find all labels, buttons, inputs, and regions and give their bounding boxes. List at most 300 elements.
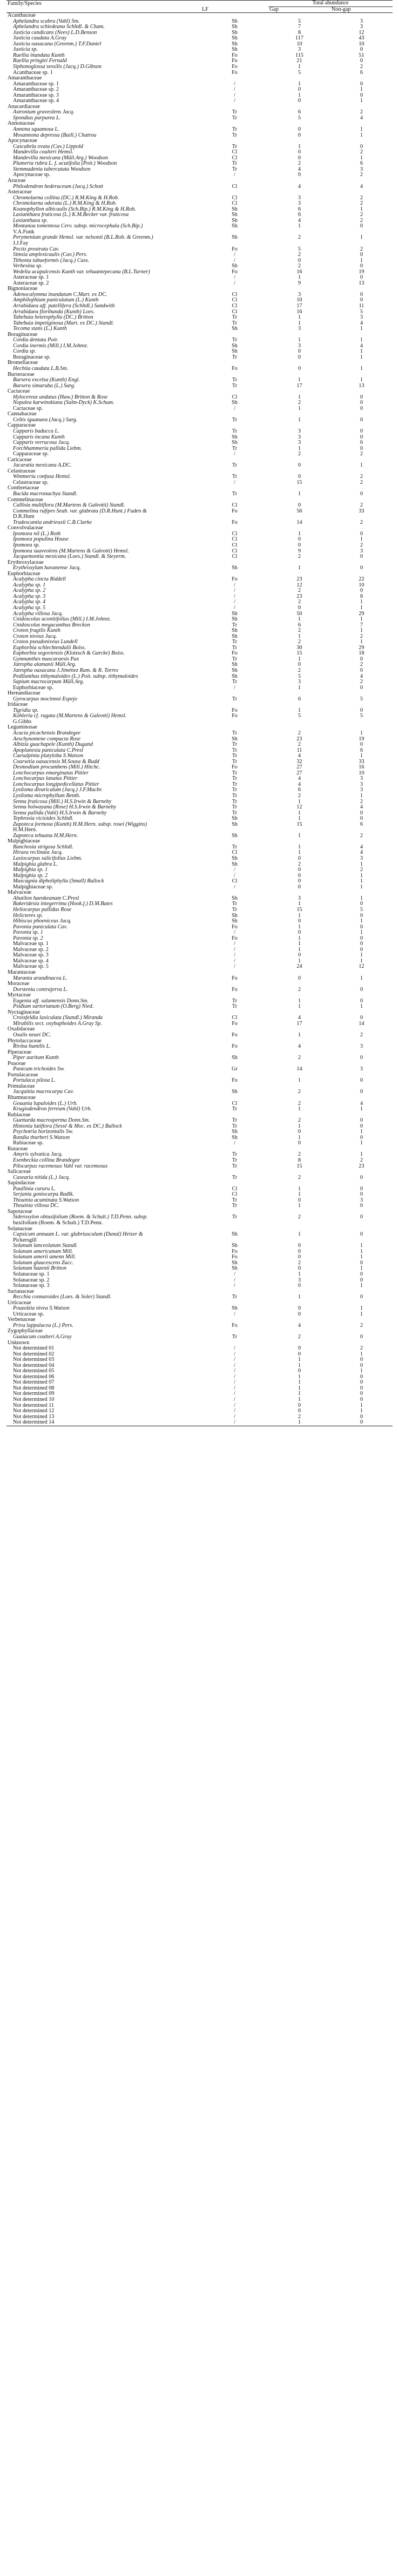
cell-gap [268,719,330,725]
species-row [6,1198,393,1204]
cell-life-form: / [234,1271,235,1277]
cell-life-form: / [234,685,235,691]
cell-non-gap: 0 [360,446,363,451]
cell-name: Bakeridesia integerrima (Hook.f.) D.M.Bates [13,901,113,907]
cell-life-form: / [234,1374,235,1380]
cell-life-form: / [234,81,235,87]
cell-name: Apocynaceae sp. [13,172,51,178]
cell-life-form: Tr [232,383,238,389]
species-row [6,862,393,868]
cell-gap [268,485,330,491]
cell-name: Solanum hazenii Britton [13,1266,67,1272]
cell-name: Sapotaceae [8,1209,32,1215]
species-row [6,326,393,332]
cell-non-gap: 1 [360,1129,363,1135]
species-row [6,936,393,942]
cell-gap: 1 [297,1294,301,1300]
cell-non-gap: 0 [360,1363,363,1368]
cell-life-form: Tr [232,491,238,497]
cell-gap: 3 [297,343,301,349]
cell-life-form: / [234,1408,235,1414]
species-row [6,543,393,549]
cell-non-gap [330,1039,393,1044]
cell-name: Cnidoscolus aconitifolius (Mill.) I.M.Johnst. [13,617,111,623]
cell-non-gap: 3 [360,1197,363,1203]
family-row [6,1340,393,1346]
cell-gap: 56 [296,508,302,514]
cell-gap: 3 [297,440,301,446]
cell-life-form: Sh [232,18,238,24]
species-row [6,1306,393,1312]
cell-name: Unknown [8,1340,30,1346]
cell-gap: 1 [297,810,301,816]
species-row [6,1192,393,1198]
cell-name: Tigridia sp. [13,707,38,713]
cell-gap: 6 [297,696,301,702]
family-row [6,76,393,82]
cell-life-form [201,230,268,235]
species-row [6,184,393,190]
cell-name: Amaranthaceae [8,76,42,82]
species-row [6,230,393,235]
cell-gap: 1 [297,799,301,805]
cell-name: Caricaceae [8,457,32,463]
cell-life-form: Tr [232,338,238,343]
species-row [6,1420,393,1426]
cell-life-form: Cl [232,554,238,560]
cell-non-gap: 1 [360,1311,363,1317]
cell-life-form: Tr [232,1118,238,1124]
cell-non-gap: 3 [360,856,363,862]
cell-non-gap: 1 [360,1402,363,1408]
cell-name: Cordia inermis (Mill.) I.M.Johnst. [13,343,89,349]
cell-gap: 0 [297,172,301,178]
species-row [6,87,393,93]
cell-non-gap: 3 [360,1044,363,1050]
cell-gap [268,1039,330,1044]
cell-non-gap: 0 [360,1277,363,1283]
cell-name: V.A.Funk [13,229,35,235]
cell-gap: 0 [297,349,301,355]
species-row [6,537,393,543]
cell-gap: 15 [296,821,302,827]
cell-non-gap: 1 [360,1243,363,1249]
cell-gap [268,1061,330,1067]
cell-gap: 0 [297,953,301,959]
cell-name: Zapoteca tehuana H.M.Hern. [13,833,78,839]
cell-name: Sideroxylon obtusifolium (Roem. & Schult.) T.D.Penn. subsp. [13,1215,148,1220]
cell-gap: 3 [297,201,301,207]
cell-gap: 3 [297,429,301,435]
cell-name: Anacardiaceae [8,104,40,110]
cell-life-form [201,981,268,987]
cell-non-gap: 0 [360,913,363,919]
species-row [6,549,393,555]
cell-non-gap: 0 [360,47,363,53]
species-row [6,1323,393,1329]
cell-non-gap: 2 [360,64,363,70]
cell-name: Malvaceae sp. 2 [13,947,49,953]
cell-non-gap [330,469,393,475]
cell-life-form [201,1073,268,1078]
cell-non-gap [330,286,393,292]
cell-non-gap [330,1329,393,1334]
cell-name: Tabebuia heterophylla (DC.) Britton [13,315,93,321]
cell-non-gap [330,702,393,708]
cell-life-form: Tr [232,1203,238,1209]
cell-name: Amphilophium paniculatum (L.) Kunth [13,298,99,304]
cell-gap [268,839,330,845]
cell-life-form: / [234,406,235,412]
cell-name: Arrabidaea aff. patellifera (Schltdl.) Sandwith [13,303,115,309]
cell-life-form: Tr [232,144,238,150]
cell-non-gap [330,1010,393,1016]
cell-name: Randia thurberi S.Watson [13,1135,70,1141]
cell-non-gap: 12 [359,30,364,36]
cell-life-form: Tr [232,1123,238,1129]
header-row-top [6,1,393,7]
cell-name: Lysiloma microphyllum Benth. [13,793,80,799]
cell-name: Gouania lupuloides (L.) Urb. [13,1101,78,1107]
cell-life-form [201,839,268,845]
cell-gap: 2 [297,588,301,594]
cell-life-form: Tr [232,1163,238,1169]
cell-name: Albizia guachapele (Kunth) Dugand [13,742,93,748]
cell-name: Malpighiaceae [8,839,40,845]
cell-gap: 0 [297,1129,301,1135]
cell-non-gap: 1 [360,1266,363,1272]
cell-non-gap: 6 [360,70,363,76]
cell-life-form [201,389,268,395]
cell-non-gap: 1 [360,132,363,138]
cell-name: Pedilanthus tithymaloides (L.) Poit. subsp. tithymaloides [13,673,138,679]
cell-name: Solanum amerii amenn Mill. [13,1255,76,1260]
species-row [6,771,393,777]
cell-gap: 4 [297,166,301,172]
cell-gap: 3 [297,326,301,332]
cell-gap: 10 [296,298,302,304]
cell-gap: 5 [297,70,301,76]
family-row [6,412,393,417]
species-row [6,1175,393,1181]
cell-life-form: Tr [232,429,238,435]
cell-non-gap: 1 [360,1368,363,1374]
cell-non-gap: 1 [360,753,363,759]
cell-life-form: Fo [232,1249,238,1255]
cell-gap: 4 [297,753,301,759]
cell-gap: 2 [297,554,301,560]
cell-non-gap [330,525,393,531]
species-row [6,127,393,133]
cell-gap [268,725,330,731]
family-row [6,839,393,845]
cell-life-form: Sh [232,1135,238,1141]
family-row [6,1147,393,1152]
cell-life-form: / [234,1277,235,1283]
cell-life-form: Sh [232,1232,238,1238]
cell-name: Ipomoea nil (L.) Roth [13,531,61,537]
cell-name: Acanthaceae sp. 1 [13,70,53,76]
family-row [6,121,393,127]
species-row [6,554,393,560]
cell-life-form: / [234,867,235,873]
cell-name: Capparaceae sp. [13,451,49,457]
cell-gap: 1 [297,446,301,451]
cell-name: Mandevilla coulteri Hemsl. [13,150,73,156]
species-row [6,1294,393,1300]
cell-non-gap: 13 [359,280,364,286]
cell-name: Mascagnia dipholiphylla (Small) Bullock [13,879,104,885]
species-row [6,1334,393,1340]
cell-name: Tradescantia andrieuxii C.B.Clarke [13,520,92,525]
cell-life-form [201,457,268,463]
cell-name: Myrtaceae [8,993,31,999]
cell-gap: 0 [297,919,301,925]
cell-non-gap: 33 [359,508,364,514]
species-abundance-table [6,0,393,1426]
family-row [6,1095,393,1101]
cell-non-gap: 0 [360,1089,363,1095]
cell-name: Aphelandra schiedeana Schltdl. & Cham. [13,24,105,30]
cell-non-gap: 2 [360,201,363,207]
cell-life-form: / [234,884,235,890]
cell-gap: 1 [297,338,301,343]
cell-name: Croton fragilis Kunth [13,628,60,634]
cell-life-form: / [234,1414,235,1420]
species-row [6,901,393,907]
cell-life-form: / [234,588,235,594]
cell-life-form: Sh [232,628,238,634]
cell-life-form [201,993,268,999]
species-row [6,668,393,674]
species-row [6,787,393,793]
cell-life-form: Tr [232,127,238,133]
cell-gap: 4 [297,776,301,782]
cell-non-gap: 1 [360,463,363,469]
cell-name: Helicteres sp. [13,913,43,919]
cell-non-gap: 3 [360,315,363,321]
cell-name: Dorstenia contrajerva L. [13,987,68,993]
cell-life-form: / [234,599,235,605]
cell-non-gap: 0 [360,1391,363,1397]
cell-gap: 0 [297,1141,301,1147]
cell-life-form: Tr [232,998,238,1004]
cell-life-form: Fo [232,52,238,58]
cell-gap [268,1084,330,1090]
cell-gap: 2 [297,793,301,799]
cell-name: Justicia caudata A.Gray [13,36,67,42]
cell-name: Lonchocarpus longipedicellatus Pittier [13,781,99,787]
cell-non-gap [330,412,393,417]
species-row [6,759,393,765]
species-row [6,1260,393,1266]
species-row [6,30,393,36]
cell-gap: 1 [297,1107,301,1112]
cell-non-gap: 0 [360,252,363,258]
cell-life-form: Tr [232,776,238,782]
cell-gap: 0 [297,132,301,138]
cell-life-form: Cl [232,201,238,207]
cell-gap: 1 [297,947,301,953]
cell-non-gap [330,76,393,82]
cell-gap: 2 [297,1334,301,1340]
species-row [6,207,393,213]
cell-gap: 1 [297,1203,301,1209]
cell-gap: 50 [296,611,302,617]
cell-life-form: / [234,258,235,264]
species-row [6,42,393,48]
species-row [6,941,393,947]
cell-name: Celastraceae sp. [13,480,49,485]
species-row [6,1346,393,1352]
cell-gap: 0 [297,879,301,885]
cell-gap: 0 [297,87,301,93]
cell-gap: 2 [297,639,301,645]
cell-name: Forchhammeria pallida Liebm. [13,446,82,451]
cell-name: Wedelia acapulcensis Kunth var. tehuantepecana (B.L.Turner) [13,269,150,275]
cell-name: Desmodium procumbens (Mill.) Hitchc. [13,765,100,771]
family-row [6,1027,393,1033]
cell-life-form [201,138,268,144]
species-row [6,258,393,264]
cell-life-form [201,719,268,725]
species-row [6,19,393,25]
cell-name: Tabebuia impetiginosa (Mart. ex DC.) Standl. [13,320,114,326]
table-header [6,1,393,13]
cell-gap: 7 [297,24,301,30]
species-row [6,1312,393,1318]
species-row [6,599,393,605]
family-row [6,560,393,566]
cell-life-form: Fo [232,246,238,252]
cell-name: Lasianthaea fruticosa (L.) K.M.Becker var. fruticosa [13,212,129,218]
cell-non-gap: 0 [360,1385,363,1391]
cell-name: Bursera excelsa (Kunth) Engl. [13,377,80,383]
cell-gap [268,1112,330,1118]
cell-gap: 0 [297,1368,301,1374]
cell-gap: 115 [295,52,303,58]
species-row [6,269,393,275]
cell-name: Jatropha oaxacana J.Jiménez Ram. & R. Torres [13,667,118,673]
species-row [6,377,393,383]
cell-non-gap [330,485,393,491]
cell-life-form: Cl [232,184,238,190]
cell-name: Oxalidaceae [8,1027,35,1033]
species-row [6,349,393,355]
cell-non-gap: 1 [360,599,363,605]
cell-non-gap [330,360,393,366]
species-row [6,827,393,833]
cell-name: Plumeria rubra L. f. acutifolia (Poir.) Woodson [13,161,117,167]
cell-name: Adenocalymma inundatum C.Mart. ex DC. [13,292,107,298]
cell-name: Thouinia villosa DC. [13,1203,59,1209]
cell-gap: 21 [296,58,302,64]
cell-name: Sapindaceae [8,1181,35,1186]
cell-name: Euphorbiaceae [8,571,40,577]
cell-non-gap: 0 [360,554,363,560]
cell-name: Croton niveus Jacq. [13,633,57,639]
cell-name: Mosannona depressa (Baill.) Chatrou [13,132,97,138]
species-row [6,685,393,691]
cell-non-gap: 4 [360,850,363,856]
species-row [6,588,393,594]
species-row [6,406,393,412]
cell-non-gap: 0 [360,1215,363,1220]
species-row [6,36,393,42]
cell-life-form: Gr [232,1067,238,1073]
family-row [6,1209,393,1215]
species-row [6,1004,393,1010]
cell-life-form: Fo [232,577,238,583]
species-row [6,1089,393,1095]
cell-name: Mandevilla mexicana (Müll.Arg.) Woodson [13,155,109,161]
family-row [6,389,393,395]
cell-non-gap [330,719,393,725]
cell-life-form [201,560,268,566]
species-row [6,1107,393,1112]
cell-life-form: Tr [232,781,238,787]
header-family-species: Family/Species [6,1,201,7]
cell-gap: 1 [297,1357,301,1363]
cell-gap: 15 [296,1163,302,1169]
cell-life-form: Tr [232,1004,238,1010]
cell-life-form: Fo [232,1078,238,1084]
cell-gap: 2 [297,1215,301,1220]
cell-life-form: Tr [232,901,238,907]
cell-gap [268,1226,330,1232]
cell-non-gap: 1 [360,127,363,133]
cell-life-form: Sh [232,667,238,673]
cell-gap: 0 [297,1311,301,1317]
cell-non-gap: 0 [360,429,363,435]
cell-gap: 1 [297,1004,301,1010]
cell-life-form [201,104,268,110]
cell-non-gap: 0 [360,92,363,98]
cell-gap: 1 [297,92,301,98]
cell-name: Nopalea karwinskiana (Salm-Dyck) K.Schum. [13,400,114,406]
cell-gap: 17 [296,303,302,309]
cell-non-gap: 1 [360,884,363,890]
cell-life-form: Tr [232,1175,238,1181]
species-row [6,577,393,583]
cell-gap: 2 [297,1260,301,1266]
cell-name: Bucida macrostachya Standl. [13,491,78,497]
cell-life-form: Tr [232,1294,238,1300]
species-row [6,218,393,224]
cell-gap: 1 [297,1123,301,1129]
cell-non-gap [330,1050,393,1056]
cell-non-gap: 12 [359,964,364,970]
cell-non-gap [330,571,393,577]
cell-name: Apoplanesia paniculata C.Presl [13,747,84,753]
cell-gap: 4 [297,218,301,224]
cell-non-gap: 43 [359,36,364,42]
cell-name: Amaranthaceae sp. 3 [13,92,59,98]
cell-name: Arrabidaea floribunda (Kunth) Loes. [13,309,95,315]
cell-name: Boraginaceae [8,332,38,338]
cell-life-form: Sh [232,41,238,47]
cell-name: Aeschynomene compacta Rose [13,736,81,742]
cell-non-gap: 1 [360,605,363,611]
cell-non-gap: 0 [360,406,363,412]
cell-life-form [201,970,268,976]
cell-life-form: Fo [232,975,238,981]
cell-life-form: Tr [232,787,238,793]
cell-gap: 1 [297,144,301,150]
cell-name: Astronium graveolens Jacq. [13,110,75,116]
family-row [6,1073,393,1078]
species-row [6,1408,393,1414]
